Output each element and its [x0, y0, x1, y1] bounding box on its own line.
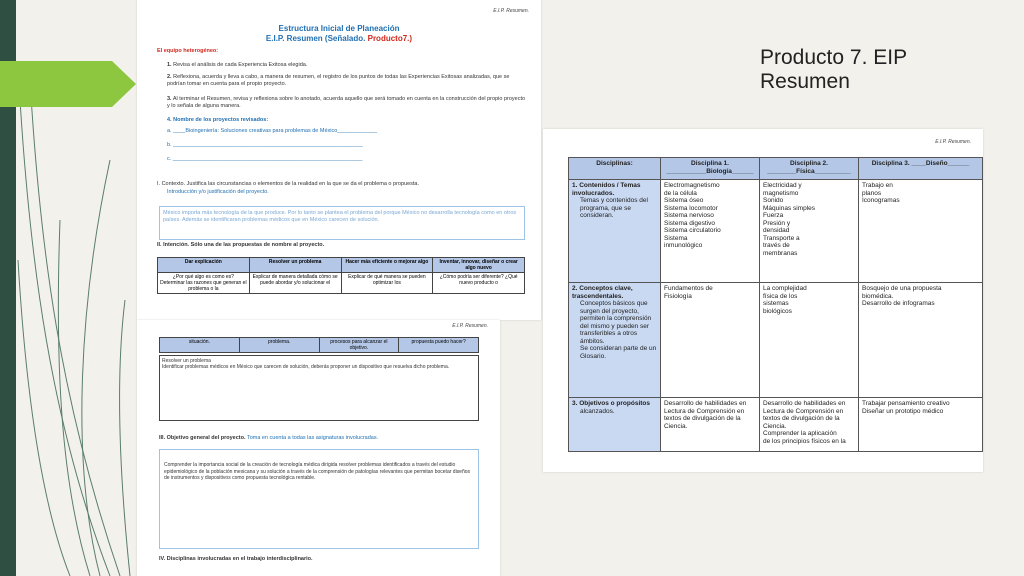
intent-cell-2: Explicar de manera detallada cómo se puede abordar y/o solucionar el	[249, 273, 341, 294]
document-page-3	[543, 129, 983, 472]
cont-header-2: problema.	[239, 338, 319, 353]
cont-header-3: procesos para alcanzar el objetivo.	[319, 338, 399, 353]
disciplines-label: IV. Disciplinas involucradas en el trabajo interdisciplinario.	[159, 556, 313, 562]
cell-conceptos-fisica: La complejidad física de los sistemas biológicos	[760, 283, 859, 398]
instruction-item-4: 4. Nombre de los proyectos revisados:	[167, 117, 269, 123]
cont-header-4: propuesta puedo hacer?	[399, 338, 479, 353]
context-label: I. Contexto. Justifica las circunstancias o elementos de la realidad en la que se da el problema o propuesta.	[157, 181, 420, 187]
objective-label: III. Objetivo general del proyecto. Toma en cuenta a todas las asignaturas involucradas.	[159, 435, 379, 441]
cell-contenidos-fisica: Electricidad y magnetismo Sonido Máquinas simples Fuerza Presión y densidad Transporte a través de membranas	[760, 180, 859, 283]
cell-objetivos-diseno: Trabajar pensamiento creativo Diseñar un prototipo médico	[859, 398, 983, 452]
objective-textbox[interactable]: Comprender la importancia social de la creación de tecnología médica dirigida resolver problemas identificados a través del estudio epidemiológico de la población mexicana y su solución a través de la comprensión de patologías relevantes que permitan bocetar diseños de instrumentos y dispositivos como propuesta tecnológica rentable.	[159, 449, 479, 549]
project-a: a. ____Bioingeniería: Soluciones creativas para problemas de México_____________	[167, 128, 378, 134]
document-page-2	[137, 320, 500, 576]
doc1-title: Estructura Inicial de Planeación	[278, 24, 400, 33]
intent-cell-1: ¿Por qué algo es como es? Determinar las razones que generan el problema o la	[158, 273, 250, 294]
cell-objetivos-biologia: Desarrollo de habilidades en Lectura de Comprensión en textos de divulgación de la Ciencia.	[661, 398, 760, 452]
col-header-disciplina-1: Disciplina 1. ___________Biología______	[661, 158, 760, 180]
cont-header-1: situación.	[160, 338, 240, 353]
intent-header-4: Inventar, innovar, diseñar o crear algo nuevo	[433, 258, 525, 273]
doc2-header: E.I.P. Resumen.	[452, 323, 488, 329]
cell-conceptos-biologia: Fundamentos de Fisiología	[661, 283, 760, 398]
cell-conceptos-diseno: Bosquejo de una propuesta biomédica. Desarrollo de infogramas	[859, 283, 983, 398]
doc3-header: E.I.P. Resumen.	[935, 139, 971, 145]
instruction-item-3: 3. Al terminar el Resumen, revisa y reflexiona sobre lo anotado, acuerda aquello que será tomado en cuenta en la construcción del propio proyecto y lo señala de alguna manera.	[167, 96, 526, 109]
disciplines-table	[568, 157, 983, 452]
intent-table	[157, 257, 525, 294]
intent-cell-3: Explicar de qué manera se pueden optimizar los	[341, 273, 433, 294]
intent-table-continued	[159, 337, 479, 353]
instruction-item-1: 1. Revisa el análisis de cada Experiencia Exitosa elegida.	[167, 62, 308, 68]
document-page-1	[137, 0, 541, 320]
cell-contenidos-biologia: Electromagnetismo de la célula Sistema óseo Sistema locomotor Sistema nervioso Sistema digestivo Sistema circulatorio Sistema inmunológico	[661, 180, 760, 283]
cell-objetivos-fisica: Desarrollo de habilidades en Lectura de Comprensión en textos de divulgación de la Ciencia. Comprender la aplicación de los principios físicos en la	[760, 398, 859, 452]
instruction-item-2: 2. Reflexiona, acuerda y lleva a cabo, a manera de resumen, el registro de los puntos de todas las Experiencias Exitosas analizadas, que se podrían tomar en cuenta para el propio proyecto.	[167, 74, 510, 87]
row-label-objetivos: 3. Objetivos o propósitos alcanzados.	[569, 398, 661, 452]
intent-label: II. Intención. Sólo una de las propuestas de nombre al proyecto.	[157, 242, 325, 248]
project-c: c. ______________________________________________________________	[167, 156, 363, 162]
cell-contenidos-diseno: Trabajo en planos Iconogramas	[859, 180, 983, 283]
row-label-contenidos: 1. Contenidos / Temas involucrados. Temas y contenidos del programa, que se consideran.	[569, 180, 661, 283]
col-header-disciplinas: Disciplinas:	[569, 158, 661, 180]
team-label: El equipo heterogéneo:	[157, 48, 219, 54]
doc1-header: E.I.P. Resumen.	[493, 8, 529, 14]
col-header-disciplina-2: Disciplina 2. ________Física__________	[760, 158, 859, 180]
row-label-conceptos: 2. Conceptos clave, trascendentales. Conceptos básicos que surgen del proyecto, permiten la comprensión del mismo y pueden ser transferibles a otros ámbitos. Se consideran parte de un Glosario.	[569, 283, 661, 398]
col-header-disciplina-3: Disciplina 3. ____Diseño______	[859, 158, 983, 180]
project-b: b. ______________________________________________________________	[167, 142, 363, 148]
green-arrow-icon	[112, 61, 136, 107]
context-textbox[interactable]: México importa más tecnología de la que produce. Por lo tanto se plantea el problema del porque México no desarrolla tecnología como en otros países. Además se identificaran problemas médicos que en México carecen de solución.	[159, 206, 525, 240]
doc1-subtitle: E.I.P. Resumen (Señalado. Producto7.)	[265, 34, 413, 43]
intent-header-1: Dar explicación	[158, 258, 250, 273]
context-sub: Introducción y/o justificación del proyecto.	[167, 189, 269, 195]
intent-header-3: Hacer más eficiente o mejorar algo	[341, 258, 433, 273]
slide-title: Producto 7. EIP Resumen	[760, 46, 907, 93]
green-arrow-body	[0, 61, 112, 107]
intent-header-2: Resolver un problema	[249, 258, 341, 273]
resolve-textbox[interactable]: Resolver un problema Identificar problemas médicos en México que carecen de solución, deberás proponer un dispositivo que resuelva dicho problema.	[159, 355, 479, 421]
intent-cell-4: ¿Cómo podría ser diferente? ¿Qué nuevo producto o	[433, 273, 525, 294]
